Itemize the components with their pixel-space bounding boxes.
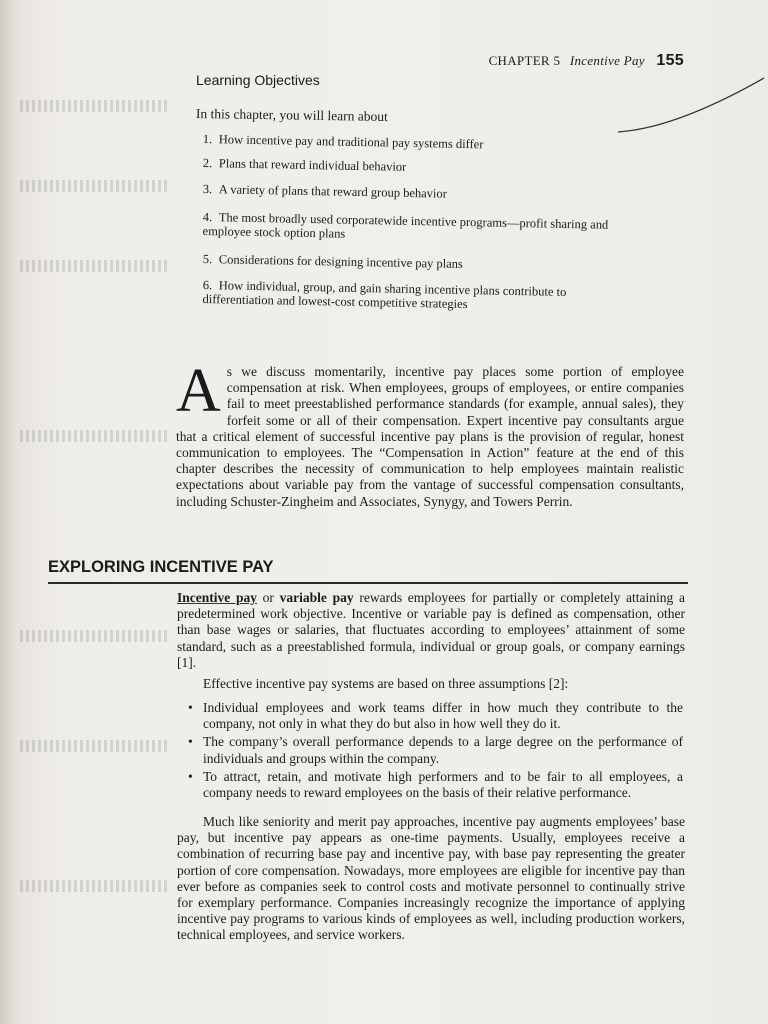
section-rule xyxy=(48,582,688,584)
assumption-item: • Individual employees and work teams differ in how much they contribute to the company, not only in what they do but also in how well they do it. xyxy=(188,700,683,732)
bleed-through-text xyxy=(20,430,170,442)
drop-cap: A xyxy=(176,357,221,425)
term-variable-pay: variable pay xyxy=(279,590,354,605)
learning-objectives-title: Learning Objectives xyxy=(196,72,320,88)
pen-stroke xyxy=(616,70,766,140)
assumption-item: • To attract, retain, and motivate high performers and to be fair to all employees, a company needs to reward employees on the basis of their relative performance. xyxy=(188,769,683,801)
page-number: 155 xyxy=(656,52,684,69)
intro-paragraph xyxy=(176,357,684,510)
learning-objectives-intro: In this chapter, you will learn about xyxy=(195,106,388,125)
assumptions-list xyxy=(188,700,683,803)
bleed-through-text xyxy=(20,880,170,892)
objective-item: 1. How incentive pay and traditional pay systems differ xyxy=(202,132,484,152)
bleed-through-text xyxy=(20,180,170,192)
chapter-title: Incentive Pay xyxy=(569,53,645,68)
objective-item: 3. A variety of plans that reward group behavior xyxy=(202,182,448,201)
assumptions-intro: Effective incentive pay systems are based on three assumptions [2]: xyxy=(203,676,569,691)
bleed-through-text xyxy=(20,100,170,112)
objective-item: 5. Considerations for designing incentive pay plans xyxy=(202,252,464,271)
objective-item: 2. Plans that reward individual behavior xyxy=(202,156,407,174)
assumption-item: • The company’s overall performance depends to a large degree on the performance of individuals and groups within the company. xyxy=(188,734,683,766)
final-paragraph: Much like seniority and merit pay approaches, incentive pay augments employees’ base pay, but incentive pay appears as one-time payments. Usually, employees receive a combination of recurring base pay and incentive pay, with base pay representing the greater portion of core compensation. Nowadays, more employees are eligible for incentive pay than ever before as companies seek to control costs and motivate personnel to continually strive for exemplary performance. Companies increasingly recognize the importance of applying incentive pay programs to various kinds of employees as well, including production workers, technical employees, and service workers. xyxy=(177,814,685,943)
bleed-through-text xyxy=(20,260,170,272)
section-heading: EXPLORING INCENTIVE PAY xyxy=(48,558,274,576)
bleed-through-text xyxy=(20,740,170,752)
chapter-label: CHAPTER 5 xyxy=(488,53,561,68)
bleed-through-text xyxy=(20,630,170,642)
objective-item: 6. How individual, group, and gain sharing incentive plans contribute to differentiation and lowest-cost competitive strategies xyxy=(202,278,567,312)
definition-text: rewards employees for partially or completely attaining a predetermined work objective. Incentive or variable pay is defined as compensation, other than base wages or salaries, that fluctuates according to employees’ attainment of some standard, such as a preestablished formula, individual or group goals, or company earnings [1]. xyxy=(177,590,685,670)
term-incentive-pay: Incentive pay xyxy=(177,590,257,605)
objective-item: 4. The most broadly used corporatewide incentive programs—profit sharing and employee stock option plans xyxy=(202,210,609,241)
running-head xyxy=(489,52,684,70)
intro-text: s we discuss momentarily, incentive pay places some portion of employee compensation at risk. When employees, groups of employees, or entire companies fail to meet preestablished performance standards (for example, annual sales), they forfeit some or all of their compensation. Expert incentive pay consultants argue that a critical element of successful incentive pay plans is the provision of regular, honest communication to employees. The “Compensation in Action” feature at the end of this chapter describes the necessity of communication to help employees maintain realistic expectations about variable pay from the vantage of successful compensation consultants, including Schuster-Zingheim and Associates, Synygy, and Towers Perrin. xyxy=(176,364,684,509)
definition-paragraph: Incentive pay or variable pay rewards employees for partially or completely attaining a predetermined work objective. Incentive or variable pay is defined as compensation, other than base wages or salaries, that fluctuates according to employees’ attainment of some standard, such as a preestablished formula, individual or group goals, or company earnings [1]. xyxy=(177,590,685,670)
